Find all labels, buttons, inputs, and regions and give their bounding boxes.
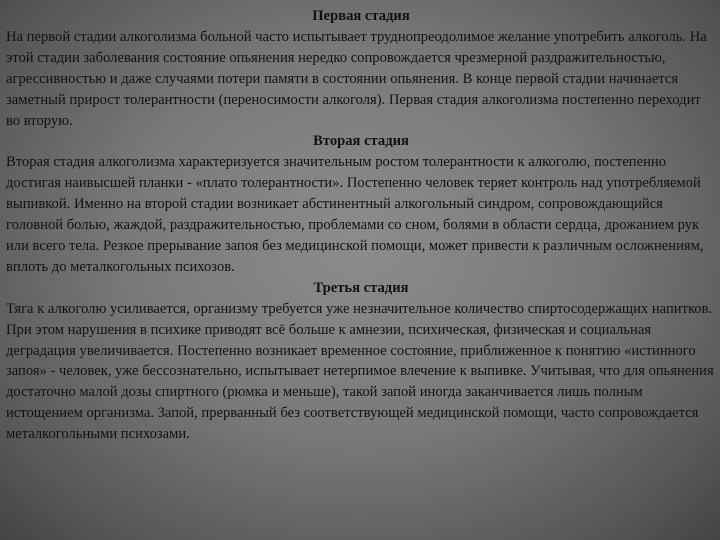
paragraph-stage-2: Вторая стадия алкоголизма характеризуется значительным ростом толерантности к алкоголю, постепенно достигая наивысшей планки - «плато толерантности». Постепенно человек теряет контроль над употребляемой выпивкой. Именно на второй стадии возникает абстинентный алкогольный синдром, сопровождающийся головной болью, жаждой, раздражительностью, проблемами со сном, болями в области сердца, дрожанием рук или всего тела. Резкое прерывание запоя без медицинской помощи, может привести к различным осложнениям, вплоть до металкогольных психозов. <box>6 154 704 275</box>
paragraph-stage-1: На первой стадии алкоголизма больной часто испытывает труднопреодолимое желание употребить алкоголь. На этой стадии заболевания состояние опьянения нередко сопровождается чрезмерной раздражительностью, агрессивностью и даже случаями потери памяти в состоянии опьянения. В конце первой стадии начинается заметный прирост толерантности (переносимости алкоголя). Первая стадия алкоголизма постепенно переходит во вторую. <box>6 28 707 129</box>
heading-stage-3: Третья стадия <box>313 279 409 296</box>
heading-stage-1: Первая стадия <box>312 8 410 24</box>
paragraph-stage-3: Тяга к алкоголю усиливается, организму требуется уже незначительное количество спиртосодержащих напитков. При этом нарушения в психике приводят всё больше к амнезии, психическая, физическая и социальная деградация увеличивается. Постепенно возникает временное состояние, приближенное к понятию «истинного запоя» - человек, уже бессознательно, испытывает нетерпимое влечение к выпивке. Учитывая, что для опьянения достаточно малой дозы спиртного (рюмка и меньше), такой запой иногда заканчивается лишь полным истощением организма. Запой, прерванный без соответствующей медицинской помощи, часто сопровождается металкогольными психозами. <box>6 300 714 443</box>
heading-stage-2: Вторая стадия <box>313 133 409 150</box>
slide-content <box>6 6 716 445</box>
